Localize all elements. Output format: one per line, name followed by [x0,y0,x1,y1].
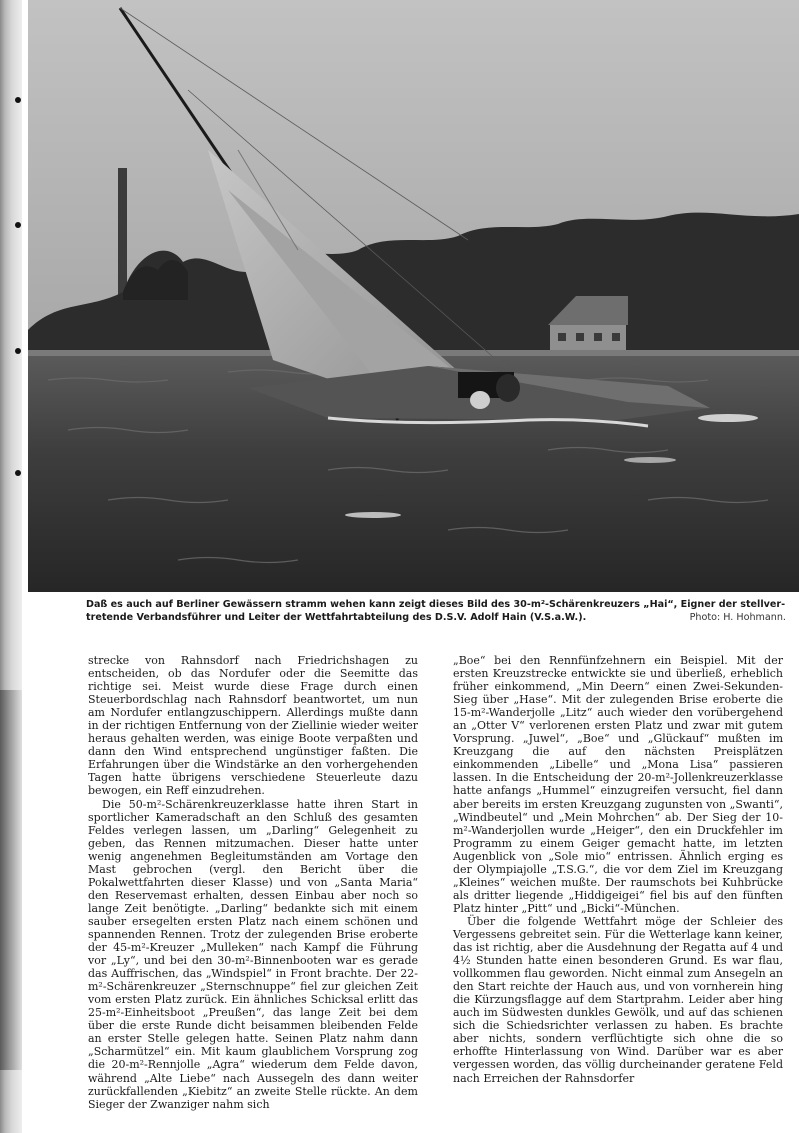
caption-line-2 [86,612,786,625]
article-column-right [453,654,783,1085]
sailor [496,374,520,402]
whitecap [624,457,676,463]
binding-hole [15,222,21,228]
caption-line-1: Daß es auch auf Berliner Gewässern stramm wehen kann zeigt dieses Bild des 30-m²-Schärenkreuzers „Hai“, Eigner der stellver- [86,599,786,610]
paragraph: Die 50-m²-Schärenkreuzerklasse hatte ihren Start in sportlicher Kameradschaft an den Schluß des gesamten Feldes verlegen lassen, um „Darling“ Gelegenheit zu geben, das Rennen mitzumachen. Dieser hatte unter wenig angenehmen Begleitumständen am Vortage den Mast gebrochen (vergl. den Bericht über die Pokalwettfahrten dieser Klasse) und von „Santa Maria“ den Reservemast erhalten, dessen Einbau aber noch so lange Zeit benötigte. „Darling“ bedankte sich mit einem sauber ersegelten ersten Platz nach einem schönen und spannenden Rennen. Trotz der zulegenden Brise eroberte der 45-m²-Kreuzer „Mulleken“ nach Kampf die Führung vor „Ly“, und bei den 30-m²-Binnenbooten war es gerade das Auffrischen, das „Windspiel“ in Front brachte. Der 22-m²-Schärenkreuzer „Sternschnuppe“ fiel zur gleichen Zeit vom ersten Platz zurück. Ein ähnliches Schicksal erlitt das 25-m²-Einheitsboot „Preußen“, das lange Zeit bei dem über die erste Runde dicht beisammen bleibenden Felde an erster Stelle gelegen hatte. Seinen Platz nahm dann „Scharmützel“ ein. Mit kaum glaublichem Vorsprung zog die 20-m²-Rennjolle „Agra“ wiederum dem Felde davon, während „Alte Liebe“ nach Aussegeln des dann weiter zurückfallenden „Kiebitz“ an zweite Stelle rückte. An dem Sieger der Zwanziger nahm sich [88,797,418,1111]
sailboat-photo-drawing [28,0,799,592]
sailboat-photo [28,0,799,592]
binding-hole [15,470,21,476]
margin-shadow [0,690,22,1070]
article-column-left [88,654,418,1111]
page-left-margin [0,0,22,1133]
binding-hole [15,348,21,354]
boathouse-window [612,333,620,341]
paragraph: „Boe“ bei den Rennfünfzehnern ein Beispiel. Mit der ersten Kreuzstrecke entwickte sie und überließ, erheblich früher einkommend, „Min Deern“ einen Zwei-Sekunden-Sieg über „Hase“. Mit der zulegenden Brise eroberte die 15-m²-Wanderjolle „Litz“ auch wieder den vorübergehend an „Otter V“ verlorenen ersten Platz und zwar mit gutem Vorsprung. „Juwel“, „Boe“ und „Glückauf“ mußten im Kreuzgang die auf den nächsten Preisplätzen einkommenden „Libelle“ und „Mona Lisa“ passieren lassen. In die Entscheidung der 20-m²-Jollenkreuzerklasse hatte anfangs „Hummel“ einzugreifen versucht, fiel dann aber bereits im ersten Kreuzgang zugunsten von „Swanti“, „Windbeutel“ und „Mein Mohrchen“ ab. Der Sieg der 10-m²-Wanderjollen wurde „Heiger“, den ein Druckfehler im Programm zu einem Geiger gemacht hatte, im letzten Augenblick von „Sole mio“ entrissen. Ähnlich erging es der Olympiajolle „T.S.G.“, die vor dem Ziel im Kreuzgang „Kleines“ weichen mußte. Der raumschots bei Kuhbrücke als dritter liegende „Hiddigeigei“ fiel bis auf den fünften Platz hinter „Pitt“ und „Bicki“-München. [453,654,783,915]
boathouse-window [576,333,584,341]
whitecap [345,512,401,518]
photo-caption [86,599,786,624]
paragraph: Über die folgende Wettfahrt möge der Schleier des Vergessens gebreitet sein. Für die Wetterlage kann keiner, das ist richtig, aber die Ausdehnung der Regatta auf 4 und 4½ Stunden hatte einen besonderen Grund. Es war flau, vollkommen flau geworden. Nicht einmal zum Ansegeln an den Start reichte der Hauch aus, und von vornherein hing die Kürzungsflagge auf dem Startprahm. Leider aber hing auch im Südwesten dunkles Gewölk, und auf das schienen sich die Schiedsrichter verlassen zu haben. Es brachte aber nichts, sondern verflüchtigte sich ohne die so erhoffte Hinterlassung von Wind. Darüber war es aber vergessen worden, das völlig durcheinander geratene Feld nach Erreichen der Rahnsdorfer [453,914,783,1085]
boathouse-window [594,333,602,341]
binding-hole [15,97,21,103]
whitecap [698,414,758,422]
boathouse-window [558,333,566,341]
caption-text: tretende Verbandsführer und Leiter der Wettfahrtabteilung des D.S.V. Adolf Hain (V.S.a.W.). [86,611,587,623]
photo-credit: Photo: H. Hohmann. [689,611,786,623]
sailor [470,391,490,409]
paragraph: strecke von Rahnsdorf nach Friedrichshagen zu entscheiden, ob das Nordufer oder die Seemitte das richtige sei. Meist wurde diese Frage durch einen Steuerbordschlag nach Rahnsdorf beantwortet, um nun am Nordufer entlangzuschippern. Allerdings mußte dann in der richtigen Entfernung von der Ziellinie wieder weiter heraus gehalten werden, was einige Boote verpaßten und dann den Wind entsprechend ungünstiger faßten. Die Erfahrungen über die Windstärke an den vorhergehenden Tagen hatte übrigens verschiedene Steuerleute dazu bewogen, ein Reff einzudrehen. [88,654,418,798]
